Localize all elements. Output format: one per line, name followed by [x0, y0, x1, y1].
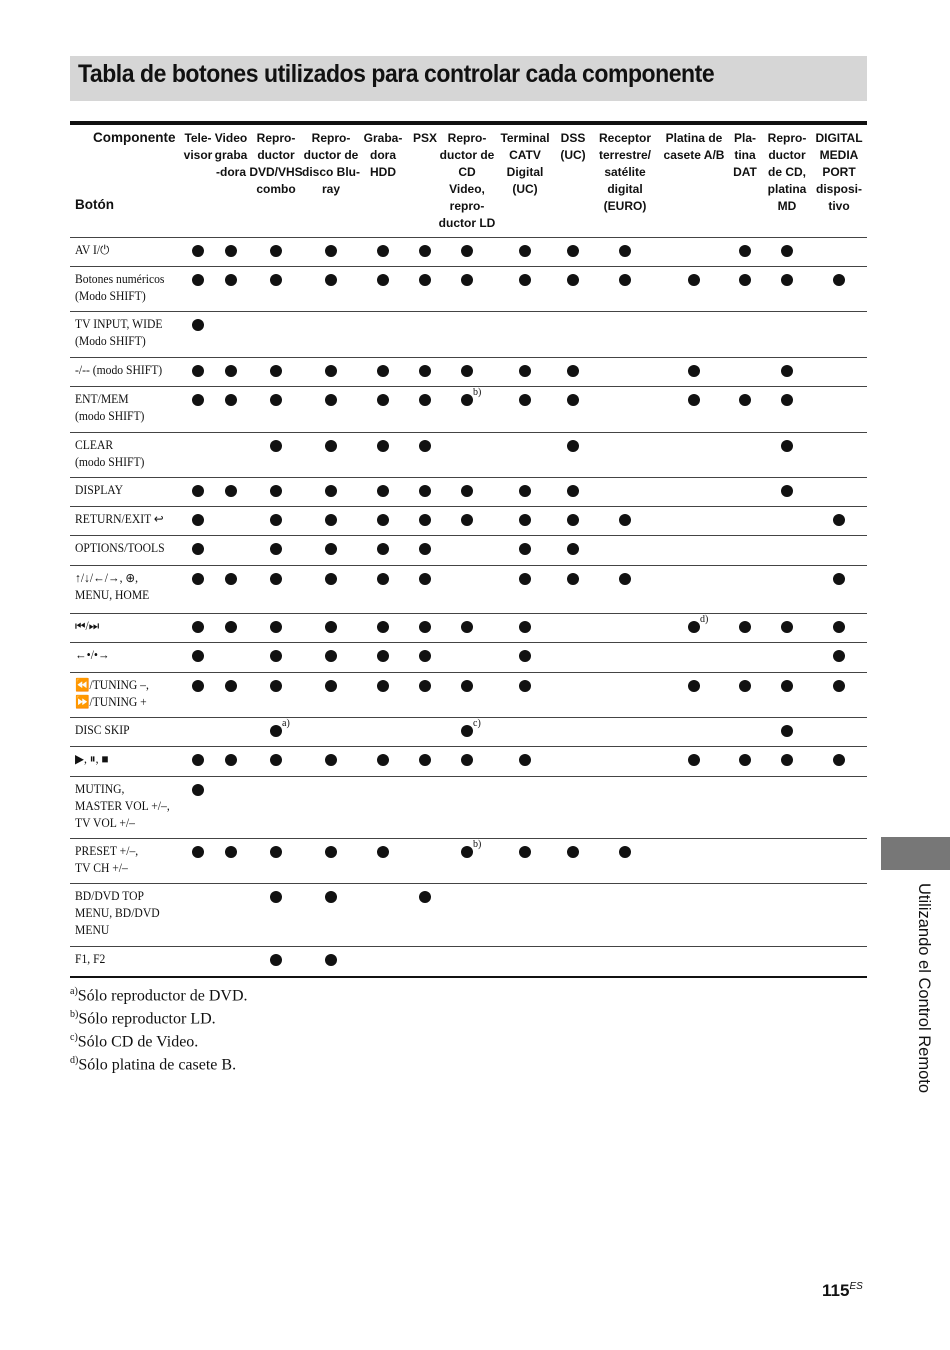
support-dot [619, 245, 631, 257]
row-label: ▶, ⏸, ■ [75, 752, 109, 766]
support-dot [192, 274, 204, 286]
footnote [70, 1049, 236, 1076]
support-dot [377, 485, 389, 497]
row-divider [70, 311, 867, 312]
support-dot [325, 650, 337, 662]
support-dot [833, 650, 845, 662]
footnote-marker: b) [473, 839, 482, 850]
support-dot [461, 485, 473, 497]
support-dot [519, 650, 531, 662]
support-dot [377, 514, 389, 526]
support-dot [461, 245, 473, 257]
support-dot [461, 680, 473, 692]
row-divider [70, 642, 867, 643]
footnote-mark: d) [70, 1055, 79, 1066]
support-dot [567, 543, 579, 555]
footnote-marker: b) [473, 387, 482, 398]
support-dot [419, 650, 431, 662]
support-dot [688, 680, 700, 692]
footnote-mark: b) [70, 1009, 79, 1020]
row-divider [70, 746, 867, 747]
support-dot [619, 846, 631, 858]
support-dot [461, 846, 473, 858]
support-dot [781, 485, 793, 497]
support-dot [192, 846, 204, 858]
row-divider [70, 838, 867, 839]
support-dot [270, 754, 282, 766]
support-dot [833, 573, 845, 585]
support-dot [192, 543, 204, 555]
support-dot [225, 394, 237, 406]
support-dot [567, 274, 579, 286]
column-header: Repro- ductor de disco Blu- ray [301, 131, 361, 196]
support-dot [325, 543, 337, 555]
support-dot [225, 365, 237, 377]
support-dot [325, 621, 337, 633]
table-top-rule [70, 121, 867, 125]
support-dot [781, 754, 793, 766]
support-dot [567, 245, 579, 257]
support-dot [461, 514, 473, 526]
support-dot [619, 573, 631, 585]
row-divider [70, 506, 867, 507]
footnote-text: Sólo reproductor de DVD. [77, 987, 248, 1005]
support-dot [325, 274, 337, 286]
support-dot [377, 274, 389, 286]
support-dot [377, 365, 389, 377]
support-dot [325, 485, 337, 497]
support-dot [519, 485, 531, 497]
footnote-marker: c) [473, 718, 481, 729]
support-dot [225, 485, 237, 497]
support-dot [419, 440, 431, 452]
support-dot [567, 514, 579, 526]
row-label: ⏮/⏭ [75, 619, 100, 633]
support-dot [225, 621, 237, 633]
support-dot [225, 573, 237, 585]
support-dot [225, 680, 237, 692]
support-dot [192, 245, 204, 257]
support-dot [377, 440, 389, 452]
support-dot [270, 440, 282, 452]
row-divider [70, 535, 867, 536]
row-divider [70, 266, 867, 267]
support-dot [739, 394, 751, 406]
support-dot [270, 650, 282, 662]
support-dot [419, 573, 431, 585]
row-divider [70, 477, 867, 478]
support-dot [567, 365, 579, 377]
support-dot [567, 440, 579, 452]
support-dot [688, 754, 700, 766]
support-dot [567, 485, 579, 497]
support-dot [739, 621, 751, 633]
support-dot [192, 650, 204, 662]
row-label: CLEAR (modo SHIFT) [75, 438, 145, 469]
column-header: Repro- ductor de CD, platina MD [767, 131, 807, 213]
support-dot [270, 891, 282, 903]
support-dot [192, 784, 204, 796]
support-dot [419, 274, 431, 286]
support-dot [739, 754, 751, 766]
support-dot [325, 846, 337, 858]
footnote-mark: a) [70, 986, 78, 997]
support-dot [688, 274, 700, 286]
support-dot [688, 365, 700, 377]
support-dot [781, 621, 793, 633]
support-dot [461, 621, 473, 633]
support-dot [688, 394, 700, 406]
side-tab [881, 837, 950, 870]
column-header: Terminal CATV Digital (UC) [500, 131, 550, 196]
table-bottom-rule [70, 976, 867, 978]
support-dot [325, 245, 337, 257]
support-dot [519, 846, 531, 858]
support-dot [519, 754, 531, 766]
column-header: DIGITAL MEDIA PORT disposi- tivo [815, 131, 863, 213]
support-dot [377, 394, 389, 406]
support-dot [270, 573, 282, 585]
column-header: Receptor terrestre/ satélite digital (EURO) [598, 131, 652, 213]
row-label: TV INPUT, WIDE (Modo SHIFT) [75, 317, 163, 348]
support-dot [270, 274, 282, 286]
support-dot [519, 621, 531, 633]
support-dot [225, 274, 237, 286]
support-dot [419, 891, 431, 903]
column-header: Tele- visor [183, 131, 213, 162]
support-dot [192, 573, 204, 585]
row-label: OPTIONS/TOOLS [75, 541, 165, 555]
row-divider [70, 432, 867, 433]
column-header: Platina de casete A/B [663, 131, 725, 162]
support-dot [419, 365, 431, 377]
support-dot [833, 274, 845, 286]
column-header: DSS (UC) [560, 131, 586, 162]
support-dot [781, 440, 793, 452]
support-dot [270, 365, 282, 377]
row-divider [70, 672, 867, 673]
header-componente: Componente [93, 130, 176, 145]
row-label: DISC SKIP [75, 723, 130, 737]
support-dot [270, 543, 282, 555]
support-dot [419, 514, 431, 526]
support-dot [461, 274, 473, 286]
support-dot [781, 365, 793, 377]
row-label: F1, F2 [75, 952, 106, 966]
support-dot [377, 846, 389, 858]
support-dot [377, 573, 389, 585]
row-label: -/-- (modo SHIFT) [75, 363, 163, 377]
support-dot [519, 514, 531, 526]
support-dot [325, 514, 337, 526]
support-dot [325, 954, 337, 966]
page-title: Tabla de botones utilizados para controlar cada componente [78, 60, 715, 88]
footnote-mark: c) [70, 1032, 78, 1043]
row-label: Botones numéricos (Modo SHIFT) [75, 272, 165, 303]
support-dot [270, 394, 282, 406]
support-dot [519, 394, 531, 406]
support-dot [377, 754, 389, 766]
row-label: ↑/↓/←/→, ⊕, MENU, HOME [75, 571, 150, 602]
support-dot [688, 621, 700, 633]
row-divider [70, 357, 867, 358]
column-header: Pla- tina DAT [733, 131, 757, 179]
row-label: ENT/MEM (modo SHIFT) [75, 392, 145, 423]
support-dot [325, 365, 337, 377]
footnote-text: Sólo reproductor LD. [78, 1010, 216, 1028]
support-dot [377, 543, 389, 555]
row-divider [70, 946, 867, 947]
support-dot [270, 245, 282, 257]
footnote-text: Sólo platina de casete B. [78, 1056, 237, 1074]
support-dot [325, 573, 337, 585]
support-dot [519, 680, 531, 692]
support-dot [519, 573, 531, 585]
support-dot [270, 954, 282, 966]
support-dot [192, 319, 204, 331]
support-dot [739, 274, 751, 286]
footnote-marker: a) [282, 718, 290, 729]
row-divider [70, 565, 867, 566]
support-dot [419, 621, 431, 633]
row-label: ⏪/TUNING –, ⏩/TUNING + [75, 678, 149, 709]
support-dot [419, 485, 431, 497]
support-dot [225, 754, 237, 766]
row-label: PRESET +/–, TV CH +/– [75, 844, 139, 875]
support-dot [192, 514, 204, 526]
row-divider [70, 883, 867, 884]
row-divider [70, 237, 867, 238]
row-divider [70, 613, 867, 614]
row-divider [70, 776, 867, 777]
support-dot [192, 394, 204, 406]
support-dot [225, 245, 237, 257]
column-header: Graba- dora HDD [363, 131, 403, 179]
header-boton: Botón [75, 197, 114, 212]
support-dot [567, 394, 579, 406]
support-dot [567, 846, 579, 858]
support-dot [377, 621, 389, 633]
support-dot [270, 725, 282, 737]
support-dot [270, 485, 282, 497]
column-header: Repro- ductor de CD Video, repro- ductor LD [438, 131, 496, 230]
support-dot [192, 621, 204, 633]
support-dot [192, 365, 204, 377]
support-dot [781, 274, 793, 286]
support-dot [461, 394, 473, 406]
side-tab-label: Utilizando el Control Remoto [915, 883, 933, 1094]
support-dot [833, 754, 845, 766]
support-dot [325, 754, 337, 766]
footnote-marker: d) [700, 614, 709, 625]
support-dot [833, 680, 845, 692]
support-dot [781, 245, 793, 257]
page-number: $115^{ES}$ [822, 1281, 863, 1300]
support-dot [419, 680, 431, 692]
support-dot [325, 440, 337, 452]
support-dot [833, 514, 845, 526]
support-dot [619, 274, 631, 286]
support-dot [781, 680, 793, 692]
support-dot [461, 754, 473, 766]
support-dot [461, 725, 473, 737]
row-label: BD/DVD TOP MENU, BD/DVD MENU [75, 889, 160, 937]
column-header: Video graba -dora [214, 131, 248, 179]
support-dot [739, 680, 751, 692]
row-divider [70, 717, 867, 718]
support-dot [192, 754, 204, 766]
support-dot [461, 365, 473, 377]
support-dot [833, 621, 845, 633]
support-dot [270, 514, 282, 526]
row-divider [70, 386, 867, 387]
support-dot [419, 543, 431, 555]
support-dot [419, 245, 431, 257]
support-dot [270, 680, 282, 692]
support-dot [325, 680, 337, 692]
support-dot [739, 245, 751, 257]
support-dot [325, 891, 337, 903]
support-dot [325, 394, 337, 406]
row-label: MUTING, MASTER VOL +/–, TV VOL +/– [75, 782, 170, 830]
support-dot [781, 725, 793, 737]
support-dot [377, 245, 389, 257]
support-dot [567, 573, 579, 585]
support-dot [619, 514, 631, 526]
row-label: ←•/•→ [75, 648, 110, 662]
footnote-text: Sólo CD de Video. [77, 1033, 199, 1051]
support-dot [377, 680, 389, 692]
column-header: PSX [412, 131, 438, 145]
row-label: DISPLAY [75, 483, 124, 497]
row-label: RETURN/EXIT ↩ [75, 512, 164, 526]
support-dot [519, 365, 531, 377]
support-dot [781, 394, 793, 406]
support-dot [192, 680, 204, 692]
support-dot [519, 543, 531, 555]
support-dot [519, 245, 531, 257]
support-dot [519, 274, 531, 286]
support-dot [225, 846, 237, 858]
support-dot [192, 485, 204, 497]
support-dot [270, 846, 282, 858]
column-header: Repro- ductor DVD/VHS combo [249, 131, 303, 196]
support-dot [419, 394, 431, 406]
support-dot [270, 621, 282, 633]
row-label: AV I/⏻ [75, 243, 110, 257]
support-dot [377, 650, 389, 662]
support-dot [419, 754, 431, 766]
